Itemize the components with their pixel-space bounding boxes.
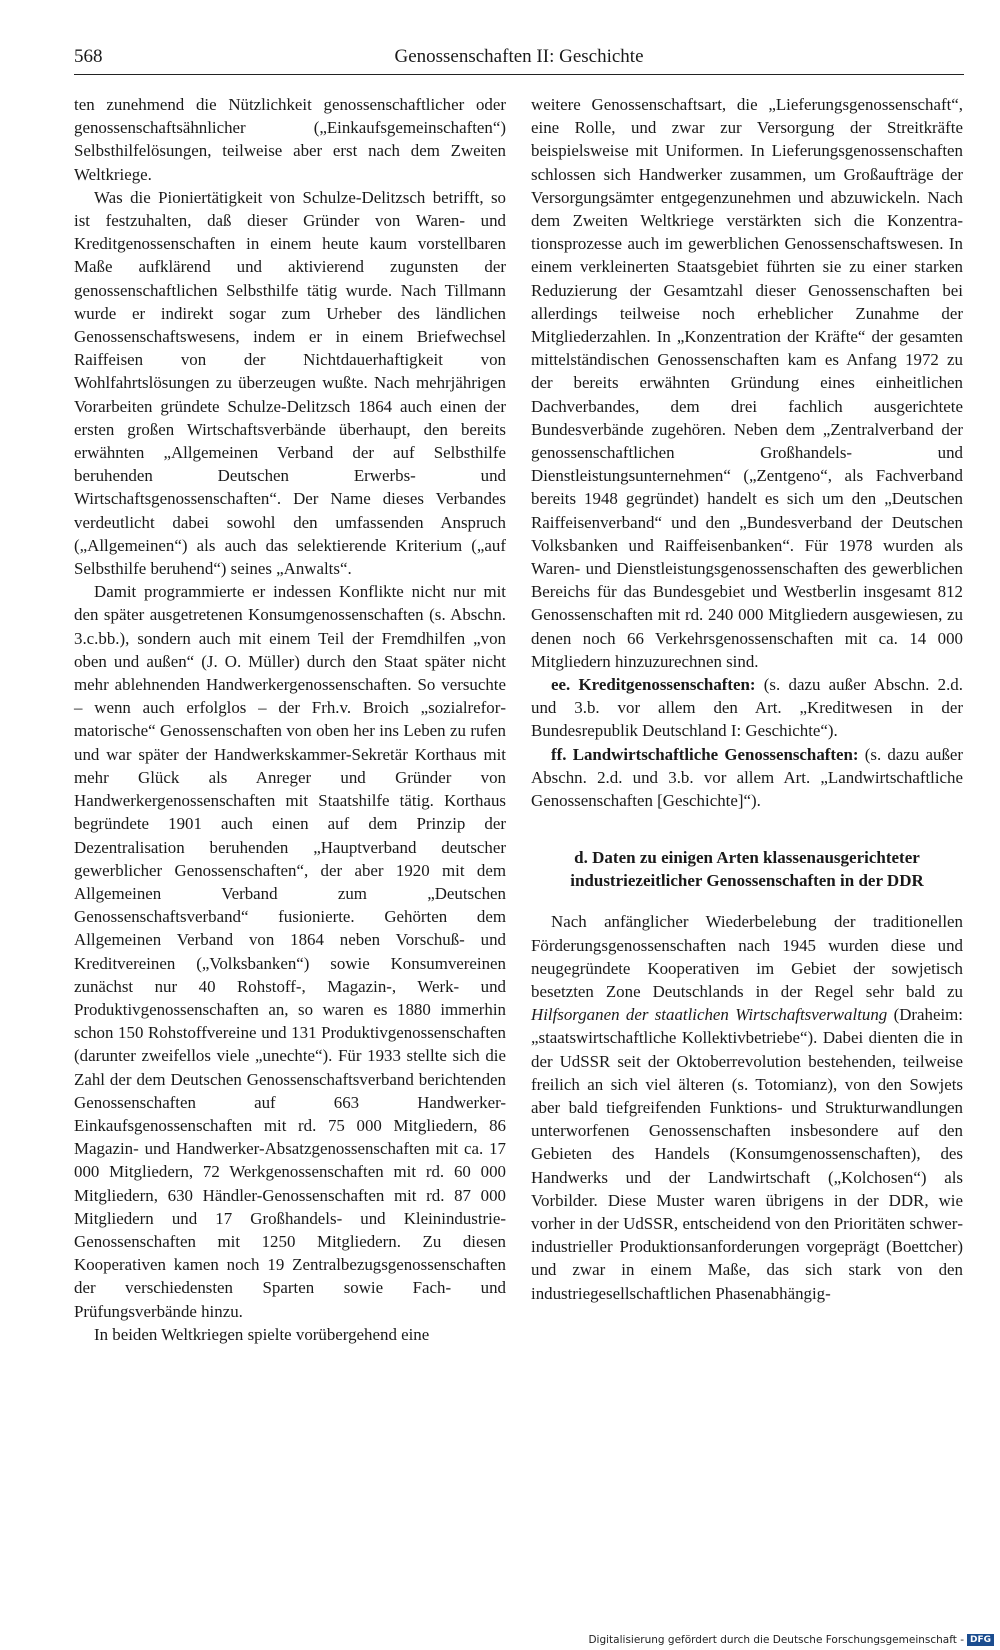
section-heading: d. Daten zu einigen Arten klassenausgerichteter industriezeitlicher Genossenschaften in der DDR bbox=[570, 848, 924, 891]
paragraph: Damit programmierte er indessen Konflikte nicht nur mit den später ausgetretenen Konsumgenossenschaften (s. Abschn. 3.c.bb.), sondern auch mit einem Teil der Fremdhilfen „von oben und außen“ (J. O. Müller) durch den Staat später nicht mehr ablehnenden Handwerkergenossenschaften. So versuchte – wenn auch erfolglos – der Frh.v. Broich „sozialreformatorische“ Genossenschaften von oben her ins Leben zu rufen und war später der Handwerkskammer-Sekretär Korthaus mit mehr Glück als Anreger und Gründer von Handwerkergenossenschaften mit Staatshilfe tätig. Korthaus begründete 1901 auch einen auf dem Prinzip der Dezentralisation beruhenden „Hauptverband deutscher gewerblicher Genossenschaften“, der aber 1920 mit dem Allgemeinen Verband zum „Deutschen Genossenschaftsverband“ fusionierte. Gehörten dem Allgemeinen Verband von 1864 neben Vorschuß- und Kreditvereinen („Volksbanken“) sowie Konsumvereinen zunächst nur 40 Rohstoff-, Magazin-, Werk- und Produktivgenossenschaften an, so waren es 1880 immerhin schon 150 Rohstoffvereine und 131 Produktivgenossenschaften (darunter zweifellos viele „unechte“). Für 1933 stellte sich die Zahl der dem Deutschen Genossenschaftsverband berichtenden Genossenschaften auf 663 Handwerker-Einkaufsgenossenschaften mit rd. 75 000 Mitgliedern, 86 Magazin- und Handwerker-Absatzgenossenschaften mit ca. 17 000 Mitgliedern, 72 Werkgenossenschaften mit rd. 60 000 Mitgliedern, 630 Händler-Genossenschaften mit rd. 87 000 Mitgliedern und 17 Großhandels- und Kleinindustrie-Genossenschaften mit 1250 Mitgliedern. Zu diesen Kooperativen kamen noch 19 Zentralbezugsgenossenschaften der verschiedensten Sparten sowie Fach- und Prüfungsverbände hinzu. bbox=[74, 582, 506, 1321]
subsection-text: (s. dazu außer Abschn. 2.d. und 3.b. vor allem Art. „Landwirtschaftliche Genossenschaften [Geschichte]“). bbox=[531, 744, 964, 811]
page-number: 568 bbox=[74, 46, 103, 67]
paragraph: Was die Pioniertätigkeit von Schulze-Delitzsch betrifft, so ist festzuhalten, daß dieser Gründer von Waren- und Kreditgenossenschaften in einem heute kaum vorstellbaren Maße aufklärend und aktivierend zugunsten der genossenschaftlichen Selbsthilfe tätig wurde. Nach Tillmann wurde er indirekt sogar zum Urheber des ländlichen Genossenschaftswesens, indem er in einem Briefwechsel Raiffeisen von der Nichtdauerhaftigkeit von Wohlfahrtslösungen zu überzeugen wußte. Nach mehrjährigen Vorarbeiten gründete Schulze-Delitzsch 1864 auch einen der ersten großen Wirtschaftsverbände überhaupt, den bereits erwähnten „Allgemeinen Verband der auf Selbsthilfe beruhenden Deutschen Erwerbs- und Wirtschaftsgenossenschaften“. Der Name dieses Verbandes verdeutlicht dabei sowohl den umfassenden Anspruch („Allgemeinen“) als auch das selektierende Kriterium („auf Selbsthilfe beruhend“) seines „Anwalts“. bbox=[74, 187, 506, 579]
running-head: Genossenschaften II: Geschichte bbox=[394, 46, 644, 67]
paragraph: weitere Genossenschaftsart, die „Lieferungsgenossenschaft“, eine Rolle, und zwar zur Versorgung der Streitkräfte beispielsweise mit Uniformen. In Lieferungsgenossenschaften schlossen sich Handwerker zusammen, um Großaufträge der Versorgungsämter entgegenzunehmen und abzuwickeln. Nach dem Zweiten Weltkriege verstärkten sich die Konzentrationsprozesse auch im gewerblichen Genossenschaftswesen. In einem verkleinerten Staatsgebiet führten sie zu einer starken Reduzierung der Gesamtzahl dieser Genossenschaften bei allerdings teilweise noch erheblicher Zunahme der Mitgliederzahlen. In „Konzentration der Kräfte“ der gesamten mittelständischen Genossenschaften kam es Anfang 1972 zu der bereits erwähnten Gründung eines einheitlichen Dachverbandes, dem drei fachlich ausgerichtete Bundesverbände zugehören. Neben dem „Zentralverband der genossenschaftlichen Großhandels- und Dienstleistungsunternehmen“ („Zentgeno“, als Fachverband bereits 1948 gegründet) handelt es sich um den „Deutschen Raiffeisenverband“ und den „Bundesverband der Deutschen Volksbanken und Raiffeisenbanken“. Für 1978 wurden als Waren- und Dienstleistungsgenossenschaften des gewerblichen Bereichs für das Bundesgebiet und Westberlin insgesamt 812 Genossenschaften mit rd. 240 000 Mitgliedern ausgewiesen, zu denen noch 66 Verkehrsgenossenschaften mit ca. 14 000 Mitgliedern hinzuzurechnen sind. bbox=[531, 95, 963, 671]
subsection-label: ff. Landwirtschaftliche Genossenschaften: bbox=[551, 744, 859, 764]
subsection-ee bbox=[531, 673, 963, 743]
page-header bbox=[74, 46, 964, 74]
left-column bbox=[74, 93, 506, 1346]
subsection-ff bbox=[531, 743, 963, 813]
dfg-logo: DFG bbox=[967, 1634, 994, 1646]
footer-text: Digitalisierung gefördert durch die Deutsche Forschungsgemeinschaft - bbox=[588, 1634, 964, 1646]
right-column bbox=[531, 93, 963, 1305]
paragraph: ten zunehmend die Nützlichkeit genossenschaftlicher oder genossenschaftsähnlicher („Einkaufsgemeinschaften“) Selbsthilfelösungen, teilweise aber erst nach dem Zweiten Weltkriege. bbox=[74, 95, 506, 184]
paragraph-text: (Draheim: „staatswirtschaftliche Kollektivbetriebe“). Dabei dienten die in der UdSSR seit der Oktoberrevolution bestehenden, teilweise freilich an sich viel älteren (s. Totomianz), von den Sowjets aber bald tiefgreifenden Funktions- und Strukturwandlungen unterworfenen Genossenschaften insbesondere auf den Gebieten des Handels (Konsumgenossenschaften), des Handwerks und der Landwirtschaft („Kolchosen“) als Vorbilder. Diese Muster waren übrigens in der DDR, wie vorher in der UdSSR, entscheidend von den Prioritäten schwerindustrieller Produktionsanforderungen vorgeprägt (Boettcher) und zwar in einem Maße, das sich stark von den industriegesellschaftlichen Phasenabhängig- bbox=[531, 1005, 963, 1303]
subsection-label: ee. Kreditgenossenschaften: bbox=[551, 675, 756, 695]
subsection-text: (s. dazu außer Abschn. 2.d. und 3.b. vor allem den Art. „Kreditwesen in der Bundesrepublik Deutschland I: Geschichte“). bbox=[531, 675, 963, 741]
paragraph bbox=[531, 910, 963, 1304]
emphasis-text: Hilfsorganen der staatlichen Wirtschaftsverwaltung bbox=[531, 1005, 888, 1025]
paragraph: In beiden Weltkriegen spielte vorübergehend eine bbox=[94, 1324, 430, 1344]
paragraph-text: Nach anfänglicher Wiederbelebung der traditionellen Förderungsgenossenschaften nach 1945 wurden diese und neugegründete Kooperativen im Gebiet der sowjetisch besetzten Zone Deutschlands in der Regel sehr bald zu bbox=[531, 912, 963, 1001]
digitization-footer bbox=[588, 1634, 994, 1646]
header-rule bbox=[74, 74, 964, 75]
